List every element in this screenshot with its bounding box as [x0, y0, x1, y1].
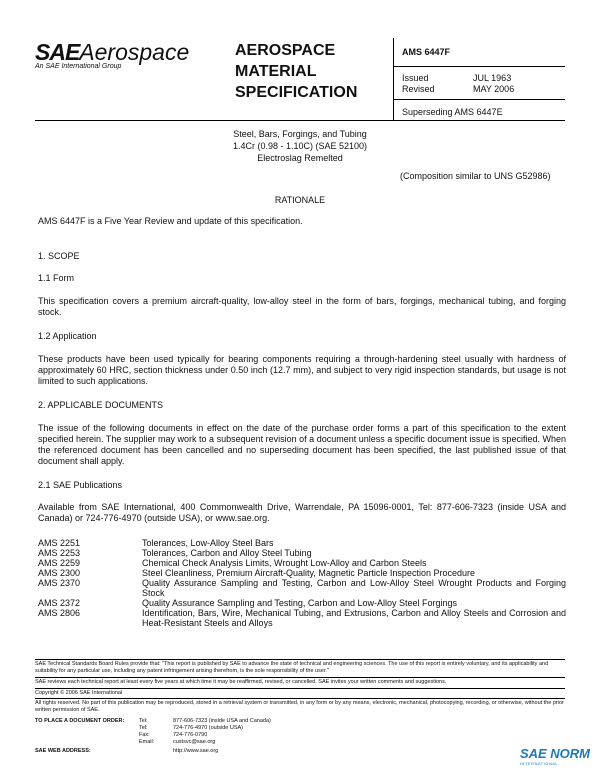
- logo-word: Aerospace: [79, 39, 190, 65]
- footer-rule-top: [35, 659, 565, 660]
- web-value: http://www.sae.org: [173, 748, 219, 754]
- issued-label: Issued: [402, 73, 429, 83]
- footer-rule-3: [35, 688, 565, 689]
- list-item: AMS 2372 Quality Assurance Sampling and Testing, Carbon and Low-Alloy Steel Forgings: [38, 598, 458, 608]
- composition-note: (Composition similar to UNS G52986): [400, 171, 551, 181]
- rationale-heading: RATIONALE: [274, 195, 326, 205]
- tel-label: Tel:: [139, 718, 148, 724]
- email-label: Email:: [139, 739, 155, 745]
- spec-title: AEROSPACE MATERIAL SPECIFICATION: [235, 42, 358, 101]
- footer-rule-2: [35, 677, 565, 678]
- revised-label: Revised: [402, 84, 435, 94]
- superseding: Superseding AMS 6447E: [402, 107, 503, 117]
- header-rule-2: [393, 99, 565, 100]
- tel-value: 877-606-7323 (inside USA and Canada): [173, 718, 271, 724]
- doc-number: AMS 6447F: [402, 47, 451, 57]
- logo-brand: SAE: [35, 39, 80, 65]
- tel2-value: 724-776-4970 (outside USA): [173, 725, 244, 731]
- header-rule-1: [393, 66, 565, 67]
- issued-date: JUL 1963: [473, 73, 512, 83]
- list-item: AMS 2370 Quality Assurance Sampling and Testing, Carbon and Low-Alloy Steel Wrought Products and Forging Stock: [38, 578, 566, 598]
- rationale-text: AMS 6447F is a Five Year Review and update of this specification.: [38, 216, 303, 226]
- section-1-1-heading: 1.1 Form: [38, 273, 75, 283]
- revised-date: MAY 2006: [473, 84, 515, 94]
- email-value: custsvc@sae.org: [173, 739, 216, 745]
- fax-value: 724-776-0790: [173, 732, 208, 738]
- section-2-text: The issue of the following documents in effect on the date of the purchase order forms a part of this specification to the extent specified herein. The supplier may work to a subsequent revision of a document unless a specific document issue is specified. When the referenced document has been cancelled and no superseding document has been specified, the last published issue of that document shall apply.: [38, 423, 566, 466]
- logo-tagline: An SAE International Group: [35, 63, 122, 70]
- fax-label: Fax:: [139, 732, 150, 738]
- applicable-documents-list: [38, 538, 566, 628]
- section-1-1-text: This specification covers a premium aircraft-quality, low-alloy steel in the form of bars, forgings, mechanical tubing, and forging stock.: [38, 296, 566, 317]
- order-label: TO PLACE A DOCUMENT ORDER:: [35, 718, 125, 724]
- section-1-2-heading: 1.2 Application: [38, 331, 97, 341]
- list-item: AMS 2806 Identification, Bars, Wire, Mechanical Tubing, and Extrusions, Carbon and Alloy Steels and Corrosion and Heat-Resistant Steels and Alloys: [38, 608, 566, 628]
- section-2-1-text: Available from SAE International, 400 Commonwealth Drive, Warrendale, PA 15096-0001, Tel: 877-606-7323 (inside USA and Canada) or 724-776-4970 (outside USA), or www.sae.org.: [38, 502, 566, 523]
- list-item: AMS 2253 Tolerances, Carbon and Alloy Steel Tubing: [38, 548, 312, 558]
- footer-review-text: SAE reviews each technical report at least every five years at which time it may be reaffirmed, revised, or cancelled. SAE invites your written comments and suggestions.: [35, 679, 447, 685]
- section-1-2-text: These products have been used typically for bearing components requiring a through-hardening steel usually with hardness of approximately 60 HRC, section thickness under 0.50 inch (12.7 mm), and subject to very rigid inspection standards, but usage is not limited to such applications.: [38, 354, 566, 386]
- section-1-heading: 1. SCOPE: [38, 251, 80, 261]
- subject-title: Steel, Bars, Forgings, and Tubing 1.4Cr (0.98 - 1.10C) (SAE 52100) Electroslag Remelted: [232, 129, 368, 163]
- section-2-1-heading: 2.1 SAE Publications: [38, 480, 123, 490]
- tel2-label: Tel:: [139, 725, 148, 731]
- footer-copyright: Copyright © 2006 SAE International: [35, 690, 123, 696]
- sae-aerospace-logo: [35, 40, 189, 70]
- footer-rules-text: SAE Technical Standards Board Rules provide that: "This report is published by SAE to advance the state of technical and engineering sciences. The use of this report is entirely voluntary, and its applicability and suitability for any particular use, including any patent infringement arising therefrom, is the sole responsibility of the user.": [35, 661, 549, 674]
- header-divider: [393, 38, 394, 120]
- list-item: AMS 2300 Steel Cleanliness, Premium Aircraft-Quality, Magnetic Particle Inspection Procedure: [38, 568, 475, 578]
- sae-norm-watermark: SAE NORM INTERNATIONAL: [519, 746, 590, 766]
- footer-rights-text: All rights reserved. No part of this publication may be reproduced, stored in a retrieval system or transmitted, in any form or by any means, electronic, mechanical, photocopying, recording, or otherwise, without the prior written permission of SAE.: [35, 700, 564, 713]
- section-2-heading: 2. APPLICABLE DOCUMENTS: [38, 400, 164, 410]
- footer-rule-4: [35, 698, 565, 699]
- web-label: SAE WEB ADDRESS:: [35, 748, 91, 754]
- list-item: AMS 2251 Tolerances, Low-Alloy Steel Bars: [38, 538, 274, 548]
- order-contact-table: [35, 718, 271, 755]
- list-item: AMS 2259 Chemical Check Analysis Limits, Wrought Low-Alloy and Carbon Steels: [38, 558, 427, 568]
- header-bottom-rule: [35, 120, 565, 121]
